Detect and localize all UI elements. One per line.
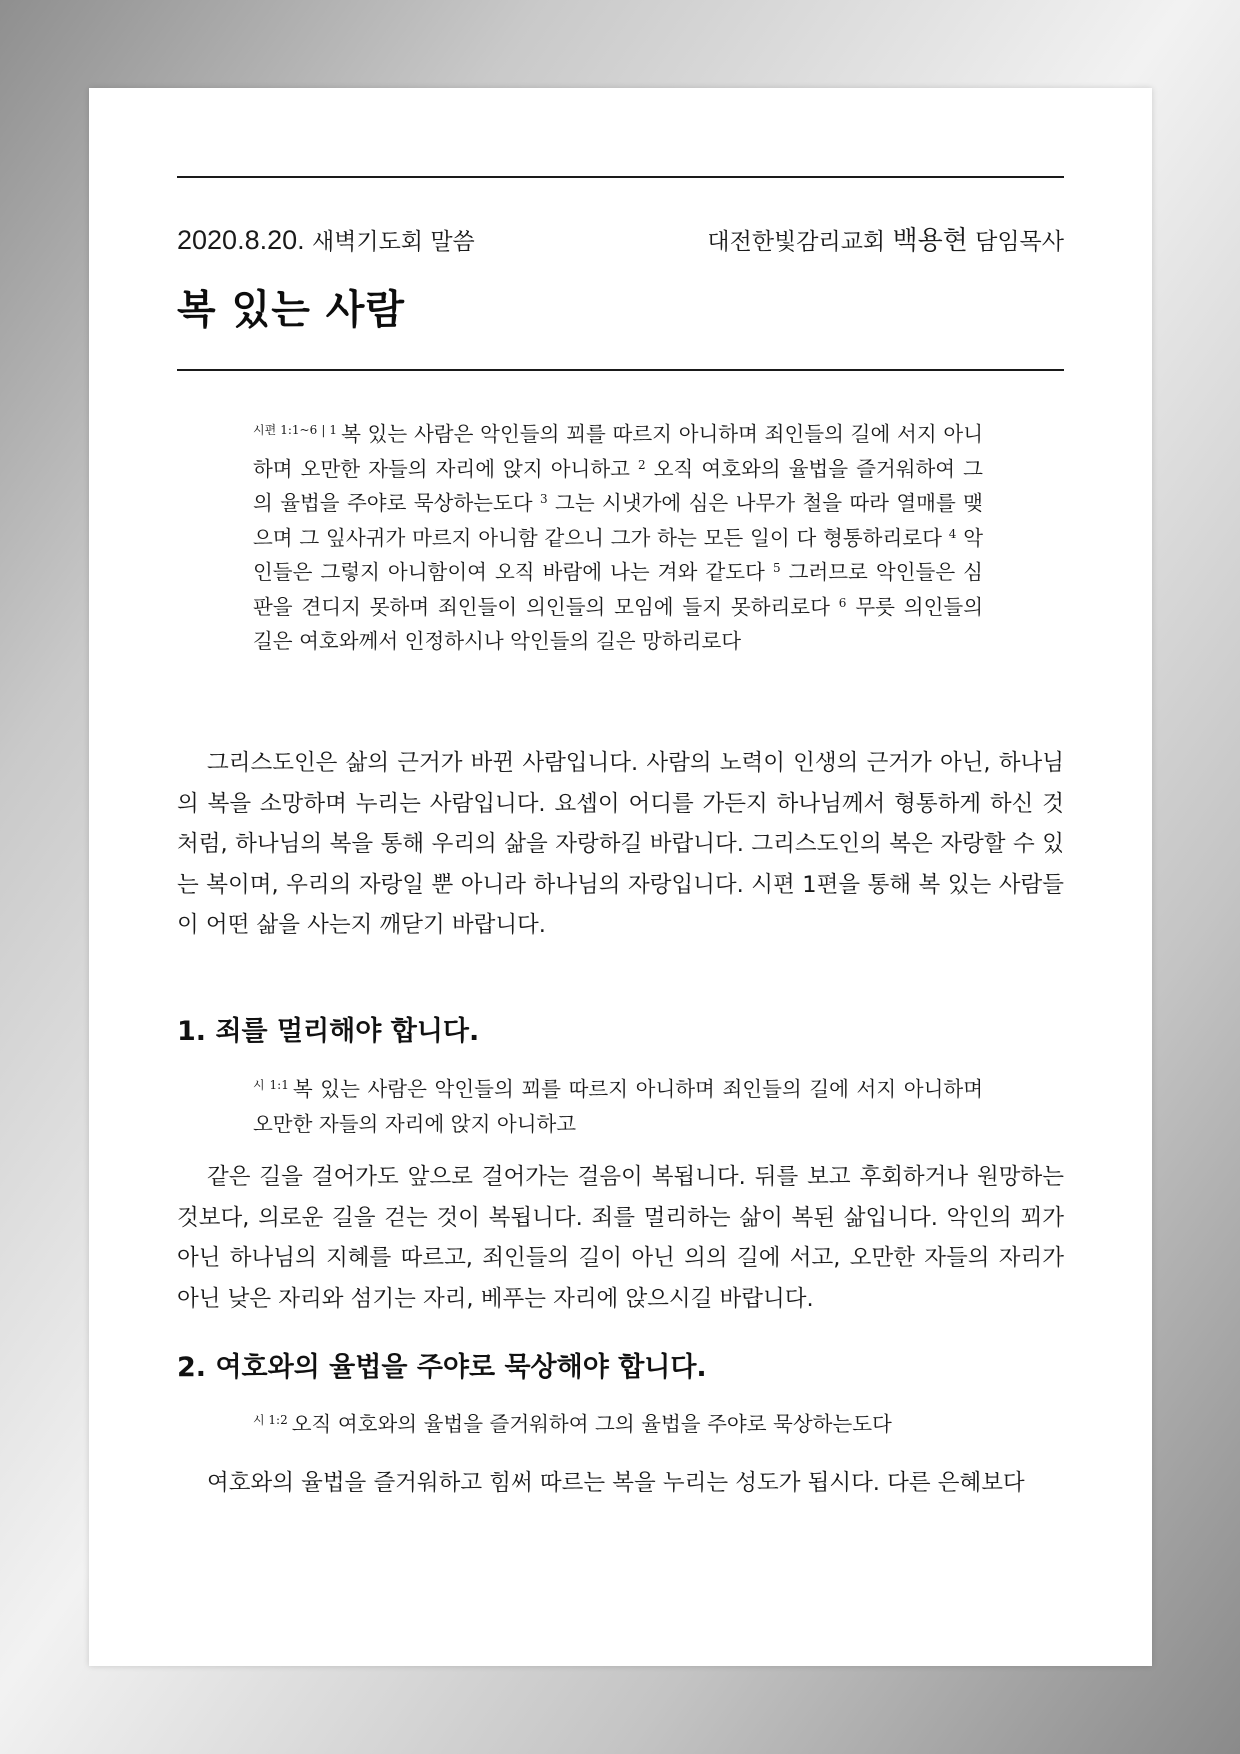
verse-number-2: 2 [638,457,646,472]
bottom-rule [177,369,1064,371]
header-line [177,220,1064,254]
scripture-ref: 시편 1:1~6 | 1 [253,423,338,437]
church-name: 대전한빛감리교회 [707,229,886,255]
section-2-scripture-text: 오직 여호와의 율법을 즐거워하여 그의 율법을 주야로 묵상하는도다 [291,1412,892,1436]
section-1-scripture-text: 복 있는 사람은 악인들의 꾀를 따르지 아니하며 죄인들의 길에 서지 아니하며 오만한 자들의 자리에 앉지 아니하고 [253,1077,983,1136]
intro-paragraph: 그리스도인은 삶의 근거가 바뀐 사람입니다. 사람의 노력이 인생의 근거가 아닌, 하나님의 복을 소망하며 누리는 사람입니다. 요셉이 어디를 가든지 하나님께서 형통하게 하신 것처럼, 하나님의 복을 통해 우리의 삶을 자랑하길 바랍니다. 그리스도인의 복은 자랑할 수 있는 복이며, 우리의 자랑일 뿐 아니라 하나님의 자랑입니다. 시편 1편을 통해 복 있는 사람들이 어떤 삶을 사는지 깨닫기 바랍니다. [177,750,1064,938]
verse-4: 악인들은 그렇지 아니함이여 오직 바람에 나는 겨와 같도다 [253,525,983,584]
page-title: 복 있는 사람 [177,287,406,333]
section-1-scripture-ref: 시 1:1 [253,1078,289,1092]
service-date: 2020.8.20. [177,225,305,255]
verse-6: 무릇 의인들의 길은 여호와께서 인정하시나 악인들의 길은 망하리로다 [253,594,983,653]
document-page [89,88,1152,1666]
service-info [177,223,475,256]
verse-number-4: 4 [948,526,957,541]
pastor-title: 담임목사 [975,229,1064,255]
verse-number-5: 5 [772,561,781,575]
service-name: 새벽기도회 말씀 [311,229,475,255]
main-scripture [253,413,983,659]
pastor-name: 백용현 [892,226,968,256]
verse-number-3: 3 [539,492,548,506]
section-2-scripture [253,1403,983,1442]
section-heading-2: 2. 여호와의 율법을 주야로 묵상해야 합니다. [177,1352,707,1383]
section-2-paragraph: 여호와의 율법을 즐거워하고 힘써 따르는 복을 누리는 성도가 됩시다. 다른 은혜보다 [207,1470,1025,1496]
section-1-paragraph: 같은 길을 걸어가도 앞으로 걸어가는 걸음이 복됩니다. 뒤를 보고 후회하거나 원망하는 것보다, 의로운 길을 걷는 것이 복됩니다. 죄를 멀리하는 삶이 복된 삶입니다. 악인의 꾀가 아닌 하나님의 지혜를 따르고, 죄인들의 길이 아닌 의의 길에 서고, 오만한 자들의 자리가 아닌 낮은 자리와 섬기는 자리, 베푸는 자리에 앉으시길 바랍니다. [177,1164,1064,1312]
verse-2: 오직 여호와의 율법을 즐거워하여 그의 율법을 주야로 묵상하는도다 [253,456,983,515]
verse-1: 복 있는 사람은 악인들의 꾀를 따르지 아니하며 죄인들의 길에 서지 아니하며 오만한 자들의 자리에 앉지 아니하고 [253,422,983,481]
author-info [707,220,1064,257]
section-1-scripture [253,1068,983,1141]
verse-5: 그러므로 악인들은 심판을 견디지 못하며 죄인들이 의인들의 모임에 들지 못하리로다 [253,560,983,619]
top-rule [177,176,1064,178]
section-heading-1: 1. 죄를 멀리해야 합니다. [177,1016,480,1047]
verse-3: 그는 시냇가에 심은 나무가 철을 따라 열매를 맺으며 그 잎사귀가 마르지 아니함 같으니 그가 하는 모든 일이 다 형통하리로다 [253,491,983,550]
verse-number-6: 6 [838,595,847,610]
section-2-scripture-ref: 시 1:2 [253,1413,288,1427]
